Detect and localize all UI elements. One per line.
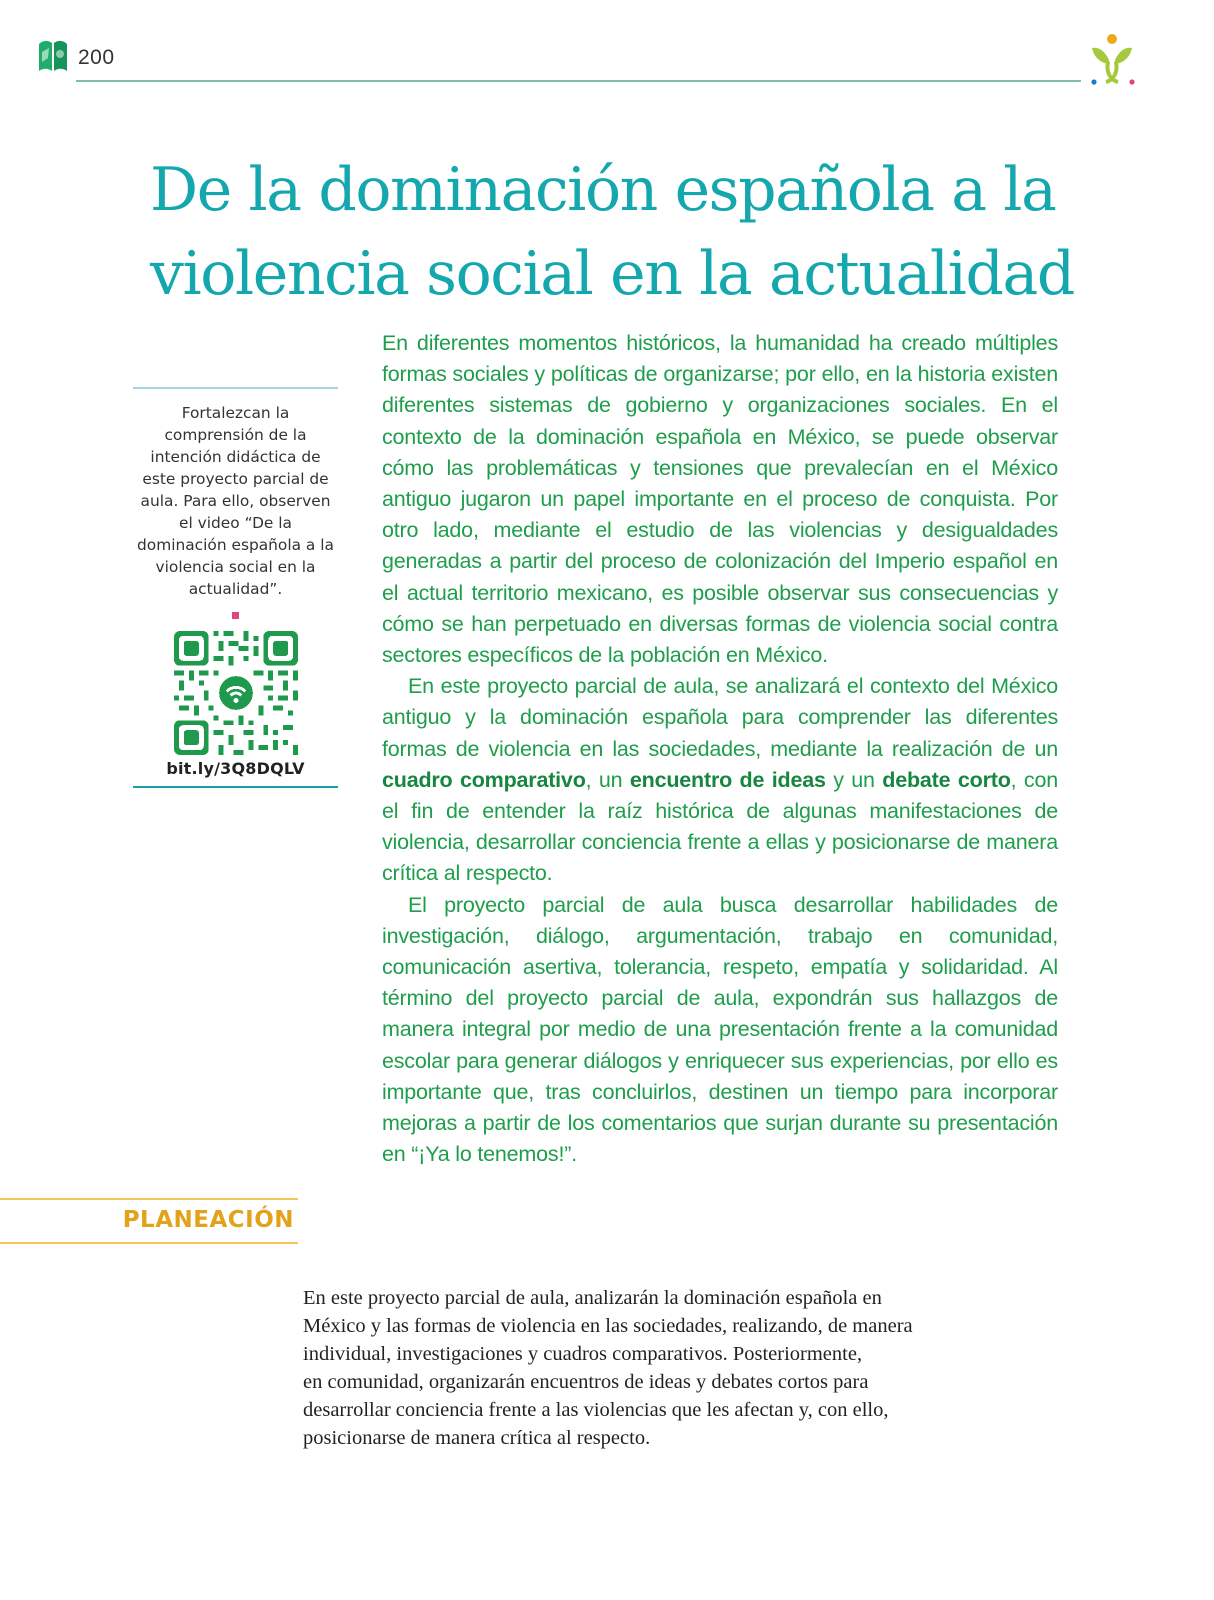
- intro-text: [382, 328, 1058, 1170]
- planning-line: posicionarse de manera crítica al respecto.: [303, 1427, 651, 1449]
- page-title: [150, 148, 1074, 316]
- planning-line: individual, investigaciones y cuadros comparativos. Posteriormente,: [303, 1343, 863, 1365]
- section-rule-bottom: [0, 1242, 298, 1244]
- pink-square-bullet: [232, 612, 239, 619]
- term-encuentro-de-ideas: encuentro de ideas: [629, 767, 826, 792]
- section-rule-top: [0, 1198, 298, 1200]
- green-book-icon: [36, 38, 70, 74]
- planning-line: en comunidad, organizarán encuentros de ideas y debates cortos para: [303, 1371, 869, 1393]
- qr-link[interactable]: bit.ly/3Q8DQLV: [166, 759, 305, 778]
- paragraph-2: [382, 671, 1058, 889]
- sidebar-note: [133, 387, 338, 788]
- planning-line: México y las formas de violencia en las sociedades, realizando, de manera: [303, 1315, 913, 1337]
- paragraph-2-text: y un: [825, 767, 883, 792]
- paragraph-1: En diferentes momentos históricos, la humanidad ha creado múltiples formas sociales y políticas de organizarse; por ello, en la historia existen diferentes sistemas de gobierno y organizaciones sociales. En el contexto de la dominación española en México, se puede observar cómo las problemáticas y tensiones que prevalecían en el México antiguo jugaron un papel importante en el proceso de conquista. Por otro lado, mediante el estudio de las violencias y desigualdades generadas a partir del proceso de colonización del Imperio español en el actual territorio mexicano, es posible observar sus consecuencias y cómo se han perpetuado en diversas formas de violencia social contra sectores específicos de la población en México.: [382, 331, 1058, 668]
- paragraph-2-text: , un: [585, 767, 630, 792]
- qr-code-icon[interactable]: [174, 631, 298, 755]
- planning-text: [303, 1284, 993, 1452]
- colorful-figure-icon: [1086, 32, 1138, 88]
- sidebar-rule-bottom: [133, 786, 338, 788]
- paragraph-2-text: En este proyecto parcial de aula, se analizará el contexto del México antiguo y la dominación española para comprender las diferentes formas de violencia en las sociedades, mediante la realización de un: [382, 674, 1058, 761]
- sidebar-rule-top: [133, 387, 338, 389]
- term-debate-corto: debate corto: [882, 767, 1011, 792]
- section-label: PLANEACIÓN: [122, 1207, 294, 1233]
- header-rule: [76, 80, 1081, 82]
- sidebar-text: Fortalezcan la comprensión de la intención didáctica de este proyecto parcial de aula. Para ello, observen el video “De la dominación española a la violencia social en la actualidad”.: [137, 404, 334, 598]
- term-cuadro-comparativo: cuadro comparativo: [382, 767, 586, 792]
- title-line-1: De la dominación española a la: [150, 155, 1056, 225]
- planning-line: desarrollar conciencia frente a las violencias que les afectan y, con ello,: [303, 1399, 889, 1421]
- title-line-2: violencia social en la actualidad: [150, 239, 1074, 309]
- paragraph-2-text: , con el fin de entender la raíz histórica de algunas manifestaciones de violencia, desarrollar conciencia frente a ellas y posicionarse de manera crítica al respecto.: [382, 767, 1058, 886]
- page-number: 200: [78, 46, 115, 69]
- planning-line: En este proyecto parcial de aula, analizarán la dominación española en: [303, 1287, 882, 1309]
- paragraph-3: El proyecto parcial de aula busca desarrollar habilidades de investigación, diálogo, argumentación, trabajo en comunidad, comunicación asertiva, tolerancia, respeto, empatía y solidaridad. Al término del proyecto parcial de aula, expondrán sus hallazgos de manera integral por medio de una presentación frente a la comunidad escolar para generar diálogos y enriquecer sus experiencias, por ello es importante que, tras concluirlos, destinen un tiempo para incorporar mejoras a partir de los comentarios que surjan durante su presentación en “¡Ya lo tenemos!”.: [382, 892, 1058, 1167]
- section-heading: [0, 1198, 298, 1244]
